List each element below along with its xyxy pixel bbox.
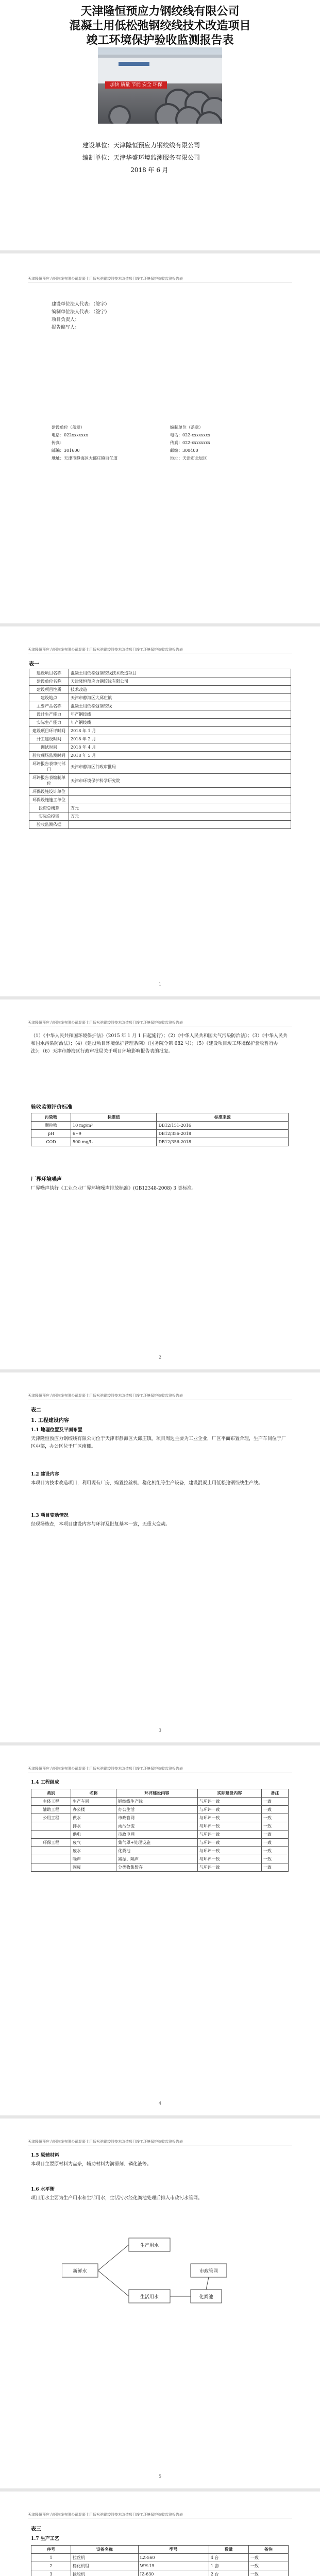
table-cell: [69, 788, 291, 796]
table-cell: 一致: [248, 2562, 288, 2570]
subsection-process: 1.7 生产工艺: [31, 2536, 59, 2541]
section-title: 表二: [31, 1408, 41, 1413]
table-cell: 供电: [71, 1831, 116, 1839]
table-cell: 与环评一致: [197, 1863, 261, 1872]
cover-title: [0, 4, 320, 47]
table-cell: 设计生产能力: [29, 710, 69, 719]
page-header: 天津隆恒预应力钢绞线有限公司混凝土用低松弛钢绞线技术改造项目竣工环境保护验收监测报告表: [28, 2139, 292, 2145]
editor-contact: [170, 423, 273, 462]
table-cell: JZ-630: [138, 2570, 209, 2576]
table-cell: [31, 1831, 71, 1839]
table-cell: 与环评一致: [197, 1806, 261, 1814]
table-cell: 颗粒物: [31, 1122, 71, 1130]
table-cell: 实际建设内容: [197, 1789, 261, 1798]
table-row: [29, 735, 291, 743]
table-cell: 备注: [248, 2546, 288, 2554]
table-cell: 分类收集暂存: [116, 1863, 198, 1872]
equipment-table: [31, 2545, 289, 2576]
project-content-page: [0, 1372, 320, 1742]
composition-table: [31, 1789, 289, 1872]
table-row: [29, 812, 291, 821]
table-cell: 混凝土用低松弛钢绞线技术改造项目: [69, 669, 291, 677]
table-row: [29, 727, 291, 735]
noise-heading: 厂界环境噪声: [31, 1177, 62, 1182]
page-header: 天津隆恒预应力钢绞线有限公司混凝土用低松弛钢绞线技术改造项目竣工环境保护验收监测报告表: [28, 647, 292, 653]
subsection-1-2: 1.2 建设内容: [31, 1472, 59, 1477]
table-cell: 一致: [262, 1839, 289, 1847]
table-cell: 办公楼: [71, 1806, 116, 1814]
table-cell: 环保设施施工单位: [29, 796, 69, 804]
table-cell: 建设项目名称: [29, 669, 69, 677]
diagram-label: 新鲜水: [73, 2269, 87, 2274]
table-cell: 一致: [262, 1814, 289, 1822]
section-title: 1.4 工程组成: [31, 1780, 59, 1785]
table-row: [31, 1814, 289, 1822]
table-row: [31, 1806, 289, 1814]
table-cell: 噪声: [71, 1855, 116, 1863]
legal-rep-editor: 编制单位法人代表：（签字）: [52, 310, 110, 315]
table-cell: DB12/151-2016: [157, 1122, 289, 1130]
table-cell: COD: [31, 1138, 71, 1146]
table-cell: 建设单位名称: [29, 677, 69, 686]
page-number: 5: [158, 2474, 162, 2479]
table-cell: 数量: [209, 2546, 248, 2554]
cover-page: [0, 0, 320, 250]
table-cell: 备注: [262, 1789, 289, 1798]
page-header: 天津隆恒预应力钢绞线有限公司混凝土用低松弛钢绞线技术改造项目竣工环境保护验收监测报告表: [28, 276, 292, 282]
table-cell: 一致: [262, 1847, 289, 1855]
table-cell: 2 台: [209, 2570, 248, 2576]
table-row: [29, 743, 291, 752]
table-cell: 序号: [31, 2546, 71, 2554]
change-text: 经现场核查，本项目建设内容与环评及批复基本一致，无重大变动。: [31, 1522, 171, 1527]
table-row: [29, 804, 291, 812]
table-cell: 1: [31, 2554, 71, 2562]
table-cell: 集气罩+处理设施: [116, 1839, 198, 1847]
cover-title-line-1: 天津隆恒预应力钢绞线有限公司: [80, 5, 240, 18]
table-row: [31, 1122, 289, 1130]
table-cell: 技术改造: [69, 686, 291, 694]
table-cell: [31, 1855, 71, 1863]
table-row: [31, 2562, 289, 2570]
table-cell: DB12/356-2018: [157, 1130, 289, 1138]
standards-heading: 验收监测评价标准: [31, 1105, 72, 1110]
table-cell: 投资总概算: [29, 804, 69, 812]
location-text: 天津隆恒预应力钢绞线有限公司位于天津市静海区大邱庄镇。项目周边主要为工业企业，厂区平面布置合理，生产车间位于厂区中部，办公区位于厂区南侧。: [31, 1436, 287, 1449]
table-row: [31, 1863, 289, 1872]
table-cell: 排水: [71, 1822, 116, 1831]
cover-title-line-2: 混凝土用低松弛钢绞线技术改造项目: [69, 19, 251, 32]
subsection-1-3: 1.3 项目变动情况: [31, 1513, 69, 1518]
table-row: [31, 1831, 289, 1839]
table-cell: 万元: [69, 812, 291, 821]
diagram-label: 生产用水: [140, 2243, 159, 2248]
table-cell: 捻股机: [71, 2570, 139, 2576]
table-row: [29, 752, 291, 760]
cover-builder: 建设单位：天津隆恒预应力钢绞线有限公司: [82, 142, 200, 149]
table-cell: [31, 1863, 71, 1872]
table-cell: WH-15: [138, 2562, 209, 2570]
table-row: [29, 821, 291, 829]
builder-fax: 传真：: [52, 440, 64, 445]
table-cell: 与环评一致: [197, 1839, 261, 1847]
legal-rep-builder: 建设单位法人代表：（签字）: [52, 302, 110, 307]
table-cell: 化粪池: [116, 1847, 198, 1855]
table-row: [29, 669, 291, 677]
table-cell: 与环评一致: [197, 1847, 261, 1855]
table-cell: DB12/356-2018: [157, 1138, 289, 1146]
table-cell: 稳化机组: [71, 2562, 139, 2570]
table-cell: 一致: [262, 1855, 289, 1863]
table-cell: 调试时间: [29, 743, 69, 752]
page-header: 天津隆恒预应力钢绞线有限公司混凝土用低松弛钢绞线技术改造项目竣工环境保护验收监测报告表: [28, 1766, 292, 1772]
table-row: [29, 710, 291, 719]
table-cell: 2018 年 2 月: [69, 735, 291, 743]
table-row: [29, 694, 291, 702]
table-cell: 环评建设内容: [116, 1789, 198, 1798]
table-cell: 固废: [71, 1863, 116, 1872]
table-cell: [31, 1822, 71, 1831]
table-row: [31, 2554, 289, 2562]
table-row: [31, 1798, 289, 1806]
table-cell: 设备名称: [71, 2546, 139, 2554]
standards-page: [0, 999, 320, 1369]
photo-banner: 加快 质量 节能 安全 环保: [105, 81, 167, 89]
table-cell: 万元: [69, 804, 291, 812]
subsection-materials: 1.5 原辅材料: [31, 2153, 59, 2158]
table-cell: 主体工程: [31, 1798, 71, 1806]
report-writer: 报告编写人：: [52, 325, 80, 330]
page-number: 2: [158, 1355, 162, 1360]
table-cell: 与环评一致: [197, 1822, 261, 1831]
cover-date: 2018 年 6 月: [130, 166, 169, 174]
factory-photo: [98, 47, 222, 124]
table-cell: 供水: [71, 1814, 116, 1822]
diagram-label: 市政管网: [199, 2269, 218, 2274]
table-cell: 6~9: [71, 1130, 157, 1138]
table-row: [31, 1822, 289, 1831]
table-cell: 10 mg/m³: [71, 1122, 157, 1130]
table-row: [29, 774, 291, 788]
page-header: 天津隆恒预应力钢绞线有限公司混凝土用低松弛钢绞线技术改造项目竣工环境保护验收监测报告表: [28, 2512, 292, 2518]
cover-title-line-3: 竣工环境保护验收监测报告表: [86, 33, 234, 47]
table-cell: 辅助工程: [31, 1806, 71, 1814]
table-cell: 一致: [262, 1863, 289, 1872]
table-cell: 一致: [262, 1806, 289, 1814]
builder-address: 地址：天津市静海区大邱庄镇百亿道: [52, 456, 117, 461]
table-cell: [69, 821, 291, 829]
table-cell: 1 套: [209, 2562, 248, 2570]
table-cell: 主要产品名称: [29, 702, 69, 710]
table-cell: 环评报告表编制单位: [29, 774, 69, 788]
table-cell: 生产车间: [71, 1798, 116, 1806]
section-title: 表三: [31, 2527, 41, 2532]
table-row: [31, 1847, 289, 1855]
table-cell: 2018 年 4 月: [69, 743, 291, 752]
table-cell: 一致: [248, 2554, 288, 2562]
page-header: 天津隆恒预应力钢绞线有限公司混凝土用低松弛钢绞线技术改造项目竣工环境保护验收监测报告表: [28, 1393, 292, 1399]
page-header: 天津隆恒预应力钢绞线有限公司混凝土用低松弛钢绞线技术改造项目竣工环境保护验收监测报告表: [28, 1020, 292, 1026]
table-cell: 市政管网: [116, 1814, 198, 1822]
content-text: 本项目为技术改造项目，利用现有厂房，购置拉丝机、稳化机组等生产设备，建设混凝土用低松弛钢绞线生产线。: [31, 1481, 263, 1486]
table-row: [31, 1855, 289, 1863]
legal-basis-text: （1）《中华人民共和国环境保护法》（2015 年 1 月 1 日起施行）；（2）《中华人民共和国大气污染防治法》；（3）《中华人民共和国水污染防治法》；（4）《建设项目环境保护管理条例》（国务院令第 682 号）；（5）《建设项目竣工环境保护验收暂行办法》；（6）天津市静海区行政审批局关于项目环境影响报告表的批复。: [31, 1033, 288, 1054]
table-cell: 一致: [262, 1831, 289, 1839]
table-cell: 污染物: [31, 1113, 71, 1122]
table-row: [29, 788, 291, 796]
builder-stamp: 建设单位（盖章）: [52, 425, 85, 430]
table-row: [31, 2546, 289, 2554]
materials-text: 本项目主要原材料为盘条，辅助材料为润滑剂、磷化液等。: [31, 2162, 152, 2167]
table-row: [29, 702, 291, 710]
table-cell: 2018 年 1 月: [69, 727, 291, 735]
subsection-1: 1. 工程建设内容: [31, 1418, 69, 1423]
table-cell: LZ-560: [138, 2554, 209, 2562]
editor-address: 地址：天津市北辰区: [170, 456, 207, 461]
table-cell: 天津市静海区行政审批局: [69, 760, 291, 774]
table-cell: 天津市静海区大邱庄镇: [69, 694, 291, 702]
table-cell: 环保设施设计单位: [29, 788, 69, 796]
table-row: [29, 677, 291, 686]
table-row: [31, 1113, 289, 1122]
table-cell: 建设项目性质: [29, 686, 69, 694]
table-cell: 年产钢绞线: [69, 710, 291, 719]
page-number: 4: [158, 2101, 162, 2106]
project-info-table: [29, 669, 291, 829]
table-cell: 环评报告表审批部门: [29, 760, 69, 774]
table-title: 表一: [29, 662, 39, 667]
water-balance-diagram: [62, 2232, 258, 2314]
table-cell: [31, 1847, 71, 1855]
table-cell: 与环评一致: [197, 1798, 261, 1806]
table-cell: 与环评一致: [197, 1814, 261, 1822]
table-cell: pH: [31, 1130, 71, 1138]
table-cell: 实际总投资: [29, 812, 69, 821]
builder-contact: [52, 423, 155, 462]
table-cell: 混凝土用低松弛钢绞线: [69, 702, 291, 710]
editor-fax: 传真：022-xxxxxxxx: [170, 440, 211, 445]
table-cell: 建设项目环评时间: [29, 727, 69, 735]
editor-stamp: 编制单位（盖章）: [170, 425, 203, 430]
editor-zip: 邮编：300400: [170, 448, 198, 453]
table-cell: 开工建设时间: [29, 735, 69, 743]
table-row: [31, 1789, 289, 1798]
table-cell: 办公生活: [116, 1806, 198, 1814]
table-cell: 2018 年 5 月: [69, 752, 291, 760]
page-number: 1: [158, 982, 162, 987]
subsection-water: 1.6 水平衡: [31, 2187, 55, 2192]
table-cell: [69, 796, 291, 804]
table1-page: [0, 626, 320, 996]
composition-page: [0, 1745, 320, 2115]
table-cell: 年产钢绞线: [69, 719, 291, 727]
table-cell: 环保工程: [31, 1839, 71, 1847]
table-cell: 标准来源: [157, 1113, 289, 1122]
table-cell: 类别: [31, 1789, 71, 1798]
table-cell: 500 mg/L: [71, 1138, 157, 1146]
table-row: [31, 2570, 289, 2576]
table-cell: 天津市环境保护科学研究院: [69, 774, 291, 788]
materials-page: [0, 2119, 320, 2488]
table-cell: 市政电网: [116, 1831, 198, 1839]
table-row: [29, 686, 291, 694]
table-cell: 拉丝机: [71, 2554, 139, 2562]
diagram-label: 生活用水: [140, 2295, 159, 2300]
table-cell: 废气: [71, 1839, 116, 1847]
table-cell: 名称: [71, 1789, 116, 1798]
table-row: [31, 1839, 289, 1847]
table-cell: 天津隆恒预应力钢绞线有限公司: [69, 677, 291, 686]
table-cell: 型号: [138, 2546, 209, 2554]
table-cell: 减振、隔声: [116, 1855, 198, 1863]
table-row: [31, 1138, 289, 1146]
builder-phone: 电话：022xxxxxxx: [52, 433, 88, 437]
table-cell: 公用工程: [31, 1814, 71, 1822]
table-cell: 2: [31, 2562, 71, 2570]
table-cell: 一致: [262, 1798, 289, 1806]
standards-table: [31, 1113, 289, 1146]
table-cell: 建设地点: [29, 694, 69, 702]
water-text: 项目用水主要为生产用水和生活用水，生活污水经化粪池处理后排入市政污水管网。: [31, 2196, 203, 2201]
table-cell: 验收现场监测时间: [29, 752, 69, 760]
table-row: [31, 1130, 289, 1138]
page-number: 3: [158, 1728, 162, 1733]
editor-phone: 电话：022-xxxxxxxx: [170, 433, 211, 437]
table-cell: 与环评一致: [197, 1831, 261, 1839]
signature-page: [0, 253, 320, 623]
cover-editor: 编制单位：天津华盛环境监测服务有限公司: [82, 154, 200, 161]
table-cell: 钢绞线生产线: [116, 1798, 198, 1806]
table-cell: 验收监测依据: [29, 821, 69, 829]
table-cell: 与环评一致: [197, 1855, 261, 1863]
table-cell: 一致: [248, 2570, 288, 2576]
table-row: [29, 760, 291, 774]
cover-info: [82, 139, 247, 176]
table-row: [29, 796, 291, 804]
table-cell: 一致: [262, 1822, 289, 1831]
diagram-label: 化粪池: [199, 2295, 213, 2300]
table-cell: 4 台: [209, 2554, 248, 2562]
table-row: [29, 719, 291, 727]
table-cell: 废水: [71, 1847, 116, 1855]
builder-zip: 邮编：301600: [52, 448, 80, 453]
signature-lines: [52, 301, 206, 332]
table-cell: 实际生产能力: [29, 719, 69, 727]
table-cell: 3: [31, 2570, 71, 2576]
table-cell: 标准值: [71, 1113, 157, 1122]
equipment-page: [0, 2492, 320, 2576]
noise-text: 厂界噪声执行《工业企业厂界环境噪声排放标准》(GB12348-2008) 3 类标准。: [31, 1186, 196, 1191]
project-leader: 项目负责人：: [52, 317, 80, 323]
table-cell: 雨污分流: [116, 1822, 198, 1831]
subsection-1-1: 1.1 地理位置及平面布置: [31, 1428, 82, 1433]
